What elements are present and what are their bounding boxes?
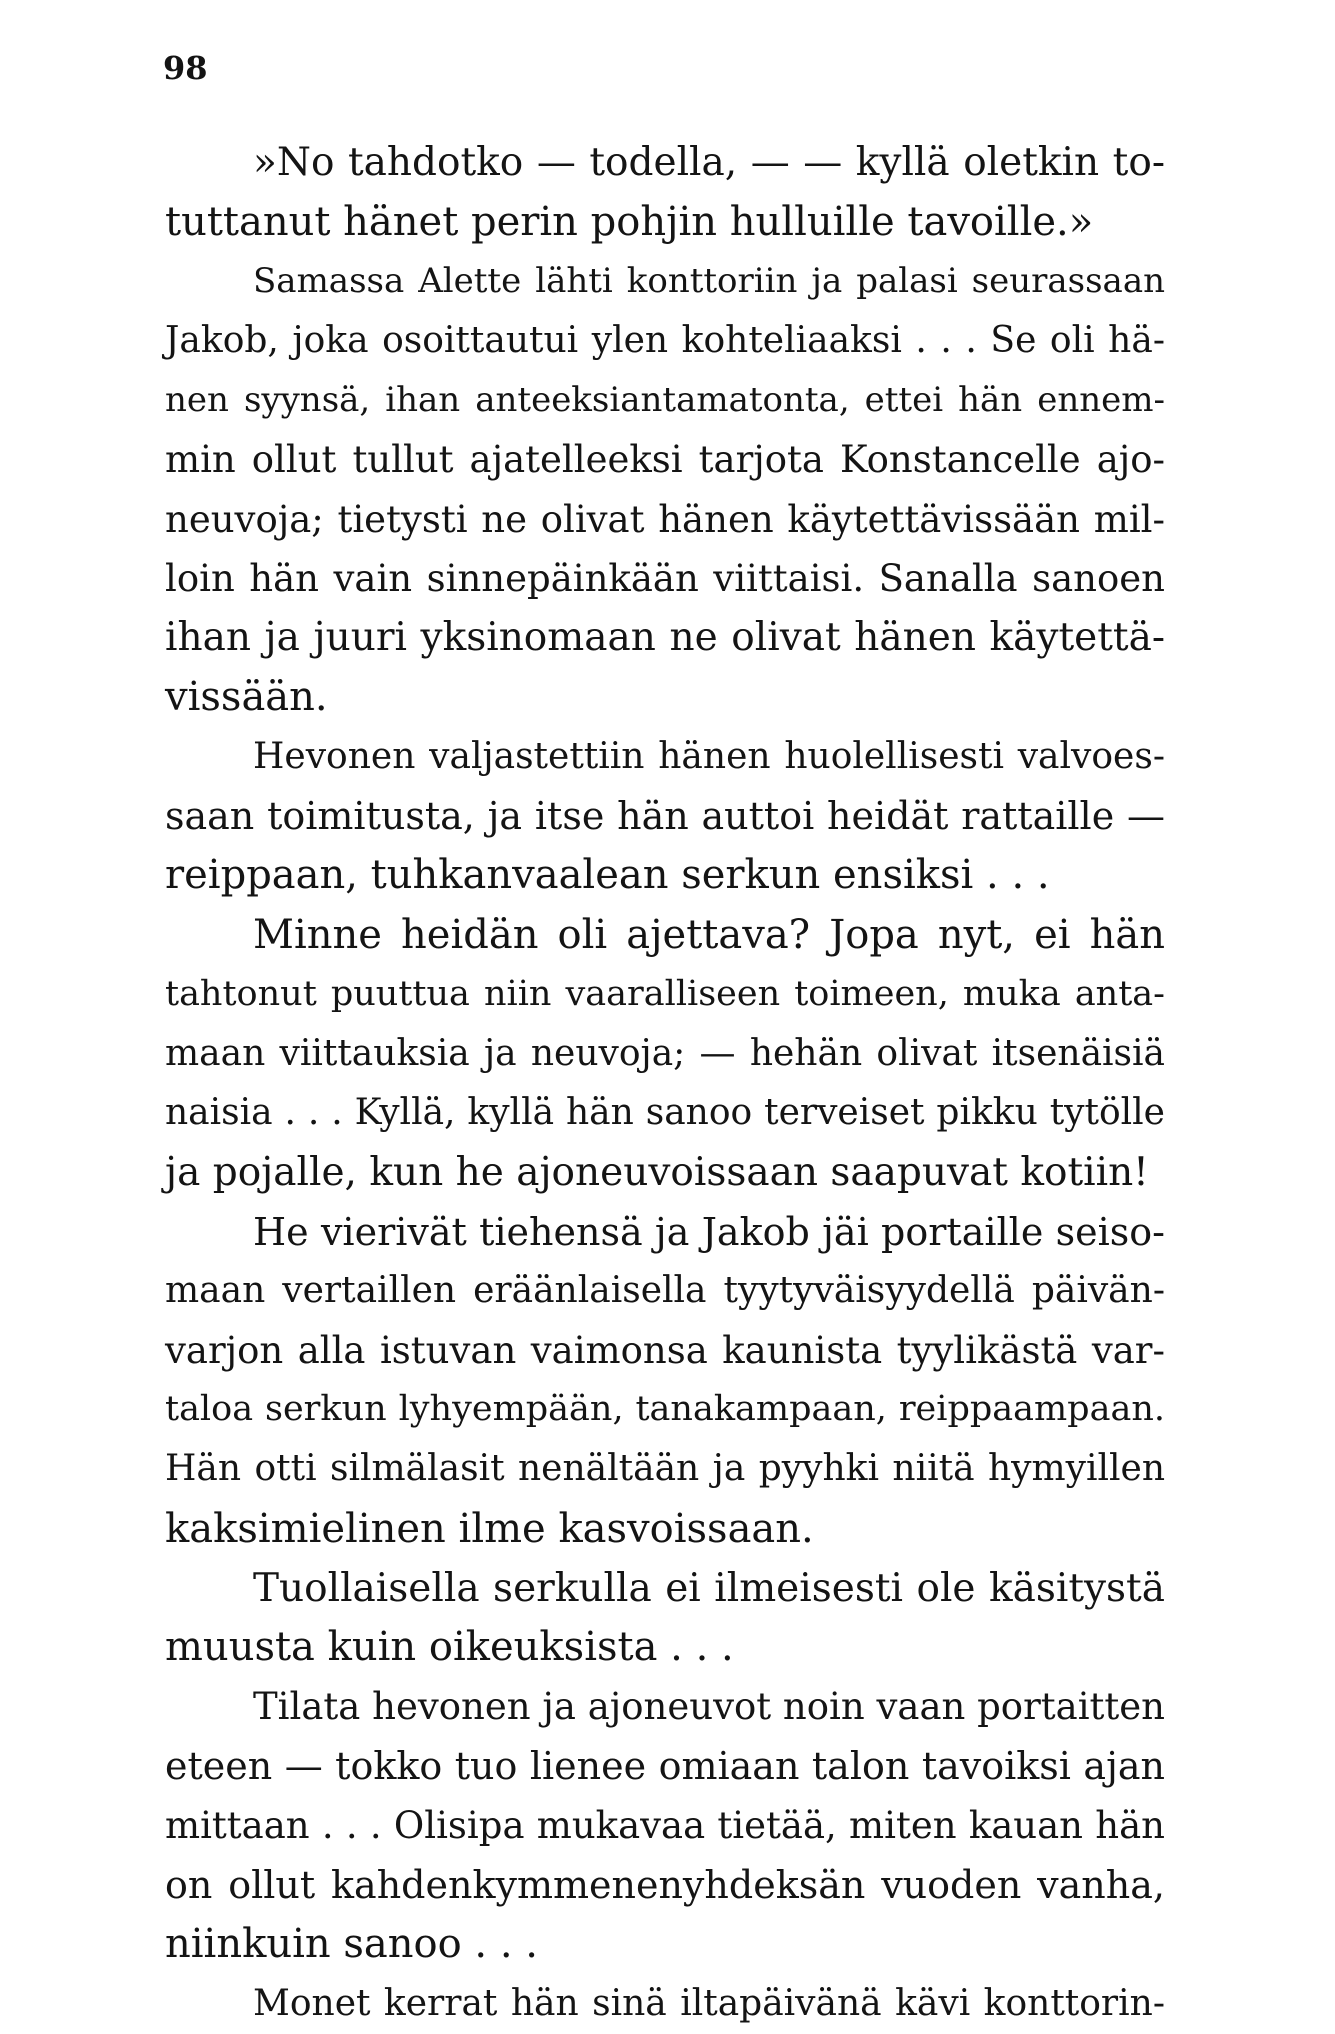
text-line: maan viittauksia ja neuvoja; — hehän olivat itsenäisiä xyxy=(165,1032,1165,1074)
text-line: maan vertaillen eräänlaisella tyytyväisyydellä päivän- xyxy=(165,1270,1165,1312)
text-line: reippaan, tuhkanvaalean serkun ensiksi . . . xyxy=(165,852,1050,899)
text-line: saan toimitusta, ja itse hän auttoi heidät rattaille — xyxy=(165,793,1165,838)
text-line: neuvoja; tietysti ne olivat hänen käytettävissään mil- xyxy=(165,497,1165,541)
text-line: Hevonen valjastettiin hänen huolellisesti valvoes- xyxy=(253,735,1165,777)
text-line: Hän otti silmälasit nenältään ja pyyhki niitä hymyillen xyxy=(165,1448,1165,1490)
text-line: tahtonut puuttua niin vaaralliseen toimeen, muka anta- xyxy=(165,973,1165,1014)
text-line: tuttanut hänet perin pohjin hulluille tavoille.» xyxy=(165,199,1094,246)
text-line: kaksimielinen ilme kasvoissaan. xyxy=(165,1505,814,1552)
page-number: 98 xyxy=(163,49,208,87)
text-line: min ollut tullut ajatelleeksi tarjota Konstancelle ajo- xyxy=(165,438,1165,482)
text-line: ihan ja juuri yksinomaan ne olivat hänen käytettä- xyxy=(165,615,1165,661)
text-line: »No tahdotko — todella, — — kyllä oletkin to- xyxy=(253,140,1165,186)
text-line: on ollut kahdenkymmenenyhdeksän vuoden vanha, xyxy=(165,1863,1165,1908)
text-line: varjon alla istuvan vaimonsa kaunista tyylikästä var- xyxy=(165,1329,1165,1372)
text-line: ja pojalle, kun he ajoneuvoissaan saapuvat kotiin! xyxy=(165,1149,1149,1195)
text-line: Tuollaisella serkulla ei ilmeisesti ole käsitystä xyxy=(253,1565,1165,1611)
text-line: taloa serkun lyhyempään, tanakampaan, reippaampaan. xyxy=(165,1389,1165,1430)
body-text xyxy=(165,133,1165,2034)
text-line: loin hän vain sinnepäinkään viittaisi. Sanalla sanoen xyxy=(165,556,1165,600)
text-line: Samassa Alette lähti konttoriin ja palasi seurassaan xyxy=(253,261,1165,302)
text-line: nen syynsä, ihan anteeksiantamatonta, ettei hän ennem- xyxy=(165,380,1165,421)
text-line: He vierivät tiehensä ja Jakob jäi portaille seiso- xyxy=(253,1209,1165,1254)
text-line: mittaan . . . Olisipa mukavaa tietää, miten kauan hän xyxy=(165,1804,1165,1848)
text-line: Jakob, joka osoittautui ylen kohteliaaksi . . . Se oli hä- xyxy=(165,319,1165,361)
text-line: naisia . . . Kyllä, kyllä hän sanoo terveiset pikku tytölle xyxy=(165,1091,1165,1133)
text-line: vissään. xyxy=(165,674,328,721)
text-line: niinkuin sanoo . . . xyxy=(165,1921,538,1968)
text-line: eteen — tokko tuo lienee omiaan talon tavoiksi ajan xyxy=(165,1744,1165,1789)
text-line: Monet kerrat hän sinä iltapäivänä kävi konttorin- xyxy=(253,1982,1165,2024)
text-line: muusta kuin oikeuksista . . . xyxy=(165,1624,734,1671)
text-line: Tilata hevonen ja ajoneuvot noin vaan portaitten xyxy=(253,1685,1165,1729)
text-line: Minne heidän oli ajettava? Jopa nyt, ei hän xyxy=(253,911,1165,958)
